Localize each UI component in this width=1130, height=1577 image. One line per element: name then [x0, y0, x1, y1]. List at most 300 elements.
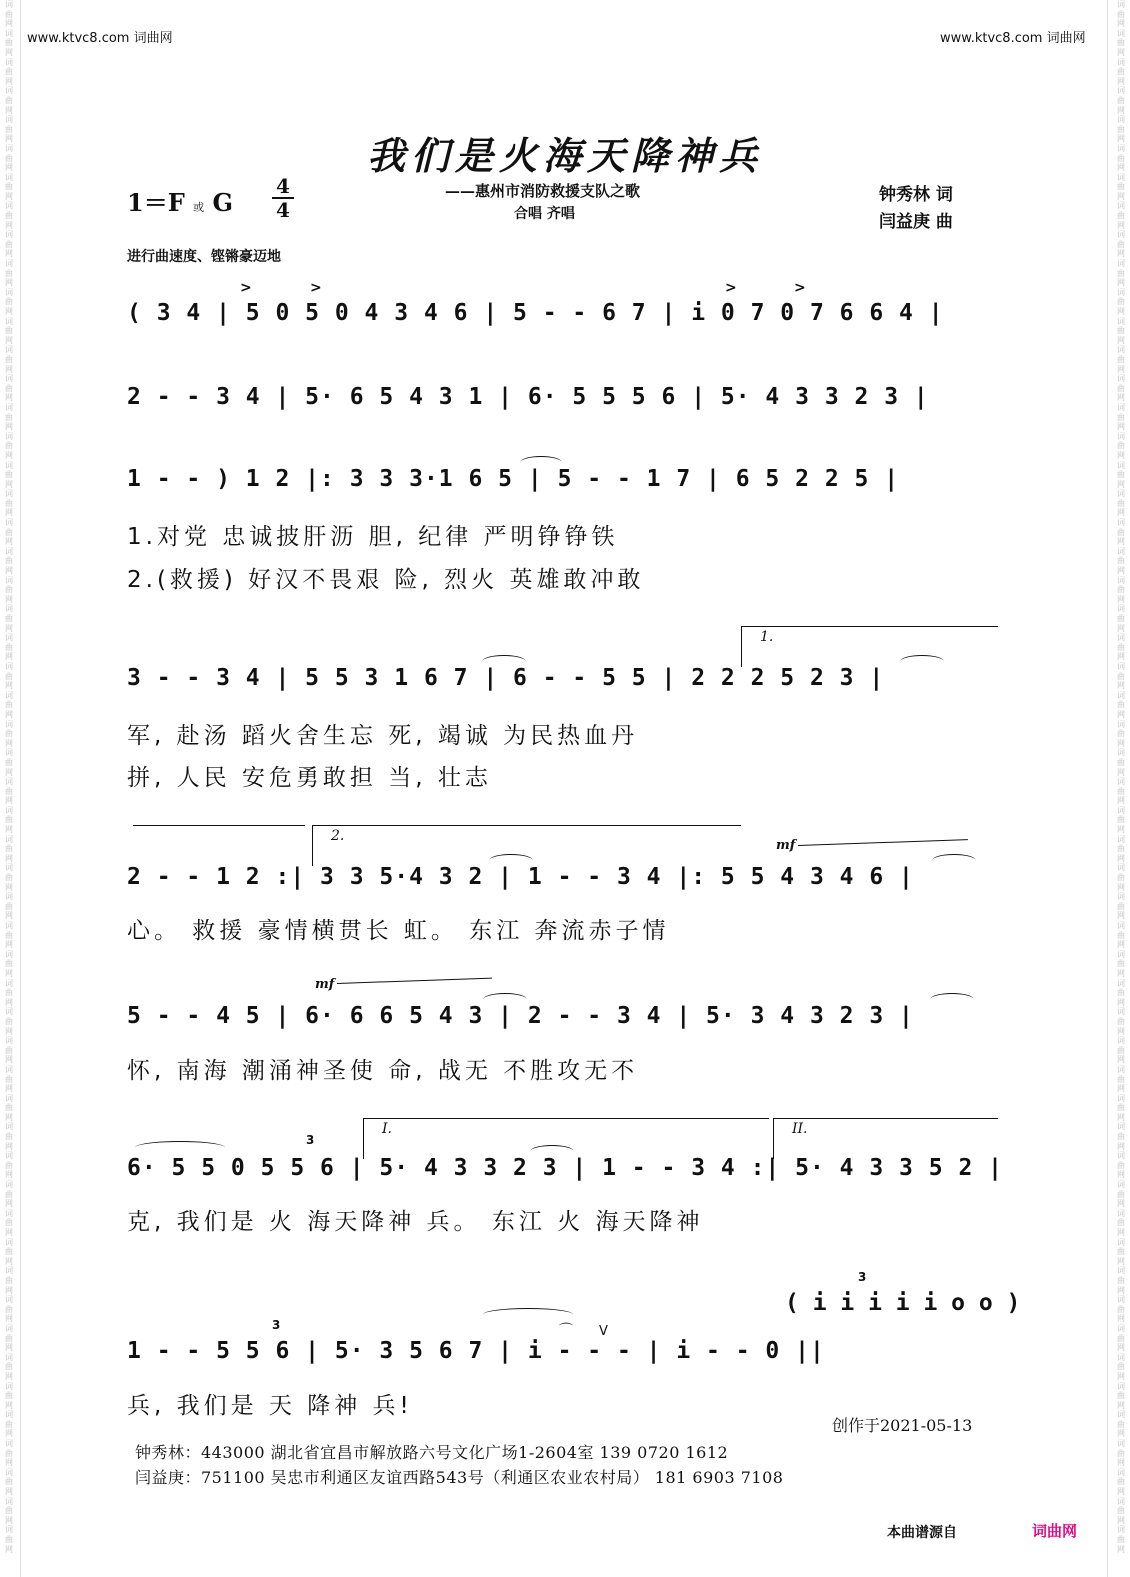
watermark-char: 曲	[5, 95, 13, 105]
watermark-char: 词	[1117, 1410, 1125, 1420]
score-row-7	[127, 1133, 1003, 1195]
watermark-char: 词	[5, 402, 13, 412]
watermark-char: 网	[1117, 1228, 1125, 1237]
watermark-char: 网	[5, 1458, 13, 1468]
watermark-char: 词	[1117, 1007, 1125, 1017]
watermark-char: 曲	[5, 124, 13, 134]
watermark-char: 曲	[1117, 1132, 1125, 1142]
watermark-char: 词	[5, 1064, 13, 1074]
watermark-char: 词	[5, 1208, 13, 1218]
watermark-char: 曲	[1117, 901, 1125, 911]
lyrics-verse-1: 心。 救援 豪情横贯长 虹。 东江 奔流赤子情	[127, 918, 670, 944]
score-row-4	[127, 665, 1002, 705]
watermark-char: 曲	[1117, 729, 1125, 739]
watermark-char: 词	[1117, 431, 1125, 441]
watermark-char: 网	[5, 1084, 13, 1094]
watermark-char: 词	[1117, 518, 1125, 528]
watermark-char: 网	[5, 968, 13, 978]
triplet-mark: 3	[858, 1270, 867, 1284]
watermark-char: 词	[5, 1525, 13, 1535]
watermark-char: 词	[1117, 892, 1125, 902]
watermark-char: 网	[5, 364, 13, 374]
volta-second-ending	[773, 1118, 998, 1159]
watermark-char: 网	[1117, 1170, 1125, 1180]
score-row-5	[127, 864, 1002, 904]
creation-date: 创作于2021-05-13	[832, 1416, 973, 1435]
watermark-char: 网	[5, 278, 13, 288]
watermark-char: 网	[5, 1228, 13, 1237]
watermark-char: 词	[1117, 748, 1125, 758]
breath-mark: V	[599, 1324, 608, 1339]
watermark-char: 词	[1117, 1381, 1125, 1391]
watermark-char: 词	[1117, 834, 1125, 844]
watermark-char: 曲	[5, 1275, 13, 1285]
watermark-char: 曲	[5, 988, 13, 998]
watermark-char: 词	[5, 921, 13, 930]
watermark-char: 词	[1117, 201, 1125, 211]
watermark-char: 词	[5, 978, 13, 988]
watermark-char: 曲	[1117, 700, 1125, 710]
watermark-char: 网	[1117, 163, 1125, 173]
watermark-char: 曲	[1117, 1477, 1125, 1487]
slur	[530, 1145, 574, 1158]
watermark-char: 词	[5, 518, 13, 528]
notes: 2 - - 3 4 | 5· 6 5 4 3 1 | 6· 5 5 5 6 | 5· 4 3 3 2 3 |	[127, 384, 929, 410]
watermark-char: 网	[1117, 1429, 1125, 1439]
watermark-char: 网	[5, 76, 13, 86]
watermark-char: 词	[1117, 259, 1125, 269]
watermark-char: 网	[1117, 364, 1125, 374]
watermark-char: 词	[1117, 0, 1125, 9]
watermark-char: 词	[1117, 316, 1125, 326]
watermark-char: 网	[1117, 1343, 1125, 1353]
watermark-char: 网	[1117, 1515, 1125, 1525]
site-url-right: www.ktvc8.com 词曲网	[940, 31, 1086, 46]
watermark-char: 词	[5, 1439, 13, 1449]
watermark-char: 网	[5, 47, 13, 57]
time-bottom: 4	[276, 198, 290, 222]
watermark-char: 网	[5, 335, 13, 345]
watermark-char: 曲	[1117, 441, 1125, 451]
watermark-char: 网	[5, 1371, 13, 1381]
watermark-char: 曲	[5, 1419, 13, 1429]
watermark-char: 曲	[5, 671, 13, 681]
watermark-char: 网	[1117, 537, 1125, 547]
watermark-char: 曲	[1117, 527, 1125, 537]
watermark-char: 网	[5, 767, 13, 777]
watermark-char: 网	[5, 1285, 13, 1295]
song-subtitle: ——惠州市消防救援支队之歌	[445, 182, 641, 200]
lyrics-verse-2: 拼, 人民 安危勇敢担 当, 壮志	[127, 765, 492, 791]
watermark-char: 词	[5, 431, 13, 441]
watermark-char: 词	[1117, 1064, 1125, 1074]
watermark-char: 词	[1117, 1439, 1125, 1449]
watermark-char: 词	[5, 316, 13, 326]
crescendo-line	[798, 839, 968, 846]
watermark-char: 网	[1117, 1141, 1125, 1151]
watermark-char: 网	[1117, 1055, 1125, 1065]
watermark-char: 词	[1117, 661, 1125, 671]
watermark-char: 网	[5, 623, 13, 633]
watermark-char: 词	[1117, 1208, 1125, 1218]
watermark-char: 曲	[1117, 930, 1125, 940]
watermark-char: 曲	[1117, 67, 1125, 77]
watermark-char: 网	[1117, 105, 1125, 115]
watermark-char: 网	[1117, 594, 1125, 604]
watermark-char: 词	[5, 287, 13, 297]
watermark-char: 曲	[1117, 1419, 1125, 1429]
watermark-char: 网	[1117, 940, 1125, 950]
watermark-char: 词	[1117, 230, 1125, 240]
upper-notes: ( i i i i i o o )	[785, 1290, 1021, 1316]
watermark-char: 词	[5, 143, 13, 153]
watermark-char: 曲	[1117, 211, 1125, 221]
key-alt: G	[212, 188, 233, 217]
slur	[520, 456, 562, 469]
watermark-char: 曲	[1117, 1218, 1125, 1228]
watermark-char: 词	[1117, 115, 1125, 125]
watermark-char: 曲	[5, 729, 13, 739]
notes: 1 - - 5 5 6 | 5· 3 5 6 7 | i - - - | i - - 0 ||	[127, 1338, 825, 1364]
watermark-char: 曲	[5, 383, 13, 393]
watermark-char: 曲	[1117, 1160, 1125, 1170]
watermark-char: 网	[1117, 307, 1125, 316]
watermark-char: 曲	[5, 1391, 13, 1401]
key-signature	[127, 183, 233, 218]
right-margin-line	[1107, 0, 1108, 1577]
watermark-char: 词	[5, 1036, 13, 1046]
watermark-char: 词	[1117, 1237, 1125, 1247]
watermark-char: 曲	[1117, 1448, 1125, 1458]
accent-mark: >	[240, 280, 252, 296]
triplet-mark: 3	[272, 1318, 281, 1332]
watermark-char: 曲	[1117, 268, 1125, 278]
score-row-8	[127, 1318, 1002, 1378]
watermark-char: 词	[5, 863, 13, 873]
watermark-char: 曲	[5, 1132, 13, 1142]
watermark-char: 网	[1117, 220, 1125, 230]
watermark-char: 词	[5, 460, 13, 470]
watermark-char: 曲	[5, 182, 13, 192]
watermark-char: 曲	[1117, 297, 1125, 307]
time-top: 4	[276, 174, 290, 198]
watermark-char: 词	[5, 1151, 13, 1161]
watermark-char: 曲	[1117, 1275, 1125, 1285]
watermark-char: 曲	[5, 38, 13, 48]
watermark-char: 网	[1117, 1400, 1125, 1410]
volta-1-continuation	[133, 825, 305, 830]
watermark-char: 曲	[1117, 1333, 1125, 1343]
song-title: 我们是火海天降神兵	[366, 133, 763, 178]
watermark-char: 网	[1117, 853, 1125, 863]
watermark-char: 曲	[5, 297, 13, 307]
watermark-char: 曲	[5, 268, 13, 278]
watermark-char: 词	[1117, 172, 1125, 182]
watermark-char: 网	[1117, 1487, 1125, 1497]
watermark-char: 词	[1117, 719, 1125, 729]
watermark-char: 网	[5, 997, 13, 1007]
watermark-char: 网	[5, 738, 13, 748]
watermark-char: 曲	[1117, 1304, 1125, 1314]
watermark-char: 曲	[1117, 1535, 1125, 1544]
watermark-char: 网	[5, 220, 13, 230]
score-row-1	[127, 280, 1002, 340]
watermark-char: 网	[5, 1400, 13, 1410]
watermark-char: 网	[1117, 738, 1125, 748]
watermark-char: 网	[5, 1544, 13, 1554]
notes: 3 - - 3 4 | 5 5 3 1 6 7 | 6 - - 5 5 | 2 2 2 5 2 3 |	[127, 665, 885, 691]
watermark-char: 词	[5, 834, 13, 844]
watermark-char: 词	[5, 1323, 13, 1333]
watermark-char: 网	[1117, 479, 1125, 489]
watermark-char: 网	[5, 1515, 13, 1525]
watermark-char: 词	[5, 1295, 13, 1305]
watermark-char: 词	[1117, 143, 1125, 153]
volta-label: 2.	[331, 828, 345, 844]
watermark-char: 曲	[5, 585, 13, 595]
watermark-char: 网	[1117, 422, 1125, 432]
watermark-char: 网	[1117, 393, 1125, 403]
watermark-char: 网	[1117, 191, 1125, 201]
watermark-char: 网	[5, 249, 13, 259]
watermark-char: 网	[5, 681, 13, 691]
watermark-char: 网	[5, 1055, 13, 1065]
watermark-char: 网	[1117, 1285, 1125, 1295]
watermark-char: 曲	[1117, 9, 1125, 19]
slur	[483, 993, 527, 1006]
watermark-char: 网	[5, 1112, 13, 1122]
watermark-char: 词	[1117, 633, 1125, 643]
volta-label: II.	[792, 1121, 808, 1137]
watermark-char: 网	[5, 709, 13, 719]
watermark-char: 曲	[1117, 383, 1125, 393]
watermark-char: 网	[5, 1429, 13, 1439]
watermark-char: 词	[5, 489, 13, 499]
watermark-char: 词	[1117, 86, 1125, 96]
watermark-char: 网	[5, 191, 13, 201]
watermark-char: 网	[1117, 1199, 1125, 1209]
watermark-char: 曲	[1117, 1391, 1125, 1401]
watermark-char: 曲	[1117, 614, 1125, 623]
accent-mark: >	[725, 280, 737, 296]
watermark-char: 曲	[1117, 498, 1125, 508]
slur	[932, 854, 976, 867]
watermark-char: 网	[5, 1170, 13, 1180]
watermark-char: 词	[5, 1237, 13, 1247]
watermark-char: 词	[1117, 1266, 1125, 1276]
watermark-char: 网	[1117, 249, 1125, 259]
watermark-char: 网	[1117, 508, 1125, 518]
score-row-2	[127, 384, 1002, 424]
watermark-char: 词	[1117, 921, 1125, 930]
lyrics-verse-2: 2.(救援) 好汉不畏艰 险, 烈火 英雄敢冲敢	[127, 567, 645, 593]
watermark-char: 词	[1117, 28, 1125, 38]
watermark-char: 曲	[1117, 1045, 1125, 1055]
watermark-char: 词	[1117, 1151, 1125, 1161]
watermark-char: 网	[5, 1256, 13, 1266]
watermark-char: 曲	[1117, 326, 1125, 336]
watermark-char: 词	[5, 28, 13, 38]
key-or: 或	[193, 201, 205, 214]
watermark-char: 曲	[1117, 556, 1125, 566]
watermark-char: 词	[5, 604, 13, 614]
watermark-char: 网	[1117, 450, 1125, 460]
right-watermark-strip	[1114, 0, 1128, 1577]
watermark-char: 曲	[1117, 354, 1125, 364]
watermark-char: 网	[1117, 825, 1125, 835]
watermark-char: 曲	[1117, 153, 1125, 163]
watermark-char: 网	[1117, 1026, 1125, 1036]
watermark-char: 词	[5, 949, 13, 959]
watermark-char: 网	[5, 1487, 13, 1497]
watermark-char: 曲	[5, 786, 13, 796]
watermark-char: 词	[5, 1467, 13, 1477]
dynamic-mark: mf	[776, 838, 796, 853]
watermark-char: 词	[1117, 1122, 1125, 1132]
watermark-char: 曲	[1117, 1247, 1125, 1257]
watermark-char: 曲	[5, 67, 13, 77]
lyricist-credit: 钟秀林 词	[879, 185, 953, 205]
watermark-char: 网	[1117, 681, 1125, 691]
watermark-char: 网	[1117, 278, 1125, 288]
watermark-char: 曲	[5, 873, 13, 883]
watermark-char: 曲	[5, 901, 13, 911]
watermark-char: 曲	[1117, 959, 1125, 969]
volta-1	[741, 626, 998, 667]
watermark-char: 词	[1117, 1352, 1125, 1362]
watermark-char: 词	[1117, 978, 1125, 988]
watermark-char: 曲	[5, 1333, 13, 1343]
watermark-char: 曲	[5, 844, 13, 854]
watermark-char: 网	[1117, 911, 1125, 921]
watermark-char: 网	[1117, 997, 1125, 1007]
watermark-char: 词	[1117, 777, 1125, 787]
watermark-char: 词	[5, 1180, 13, 1190]
watermark-char: 词	[1117, 1180, 1125, 1190]
watermark-char: 曲	[1117, 671, 1125, 681]
watermark-char: 曲	[5, 239, 13, 249]
watermark-char: 曲	[1117, 239, 1125, 249]
watermark-char: 词	[5, 1381, 13, 1391]
watermark-char: 曲	[5, 470, 13, 480]
watermark-char: 词	[1117, 1323, 1125, 1333]
watermark-char: 曲	[1117, 642, 1125, 652]
watermark-char: 曲	[5, 9, 13, 19]
watermark-char: 曲	[1117, 873, 1125, 883]
watermark-char: 词	[1117, 374, 1125, 384]
watermark-char: 曲	[5, 1189, 13, 1199]
watermark-char: 词	[5, 805, 13, 815]
watermark-char: 曲	[5, 441, 13, 451]
watermark-char: 网	[1117, 652, 1125, 662]
watermark-char: 曲	[5, 614, 13, 623]
watermark-char: 曲	[5, 930, 13, 940]
time-signature	[272, 176, 294, 220]
watermark-char: 词	[5, 345, 13, 355]
slur	[489, 854, 533, 867]
watermark-char: 词	[1117, 1525, 1125, 1535]
composer-credit: 闫益庚 曲	[879, 212, 953, 232]
watermark-char: 网	[1117, 1544, 1125, 1554]
watermark-char: 词	[1117, 489, 1125, 499]
watermark-char: 曲	[5, 326, 13, 336]
watermark-char: 网	[1117, 1371, 1125, 1381]
watermark-char: 网	[1117, 47, 1125, 57]
watermark-char: 曲	[5, 556, 13, 566]
watermark-char: 网	[5, 566, 13, 576]
brand-logo-text[interactable]: 词曲网	[1032, 1522, 1078, 1540]
notes: 2 - - 1 2 :| 3 3 5·4 3 2 | 1 - - 3 4 |: 5 5 4 3 4 6 |	[127, 864, 914, 890]
watermark-char: 曲	[1117, 757, 1125, 767]
watermark-char: 曲	[1117, 38, 1125, 48]
watermark-char: 词	[5, 230, 13, 240]
watermark-char: 词	[5, 1093, 13, 1103]
watermark-char: 网	[5, 537, 13, 547]
watermark-char: 网	[1117, 1314, 1125, 1324]
watermark-char: 词	[5, 86, 13, 96]
lyrics-verse-1: 兵, 我们是 天 降神 兵!	[127, 1393, 413, 1419]
watermark-char: 曲	[1117, 1506, 1125, 1516]
watermark-char: 词	[5, 1410, 13, 1420]
watermark-char: 网	[1117, 796, 1125, 806]
composer-contact: 闫益庚：751100 吴忠市利通区友谊西路543号（利通区农业农村局） 181 6903 7108	[135, 1468, 784, 1487]
watermark-char: 词	[1117, 345, 1125, 355]
watermark-char: 曲	[5, 1218, 13, 1228]
watermark-char: 曲	[5, 1160, 13, 1170]
volta-label: I.	[382, 1121, 392, 1137]
watermark-char: 词	[1117, 402, 1125, 412]
left-watermark-strip	[2, 0, 16, 1577]
watermark-char: 曲	[5, 211, 13, 221]
watermark-char: 曲	[5, 757, 13, 767]
watermark-char: 曲	[1117, 988, 1125, 998]
watermark-char: 曲	[5, 412, 13, 422]
watermark-char: 曲	[1117, 844, 1125, 854]
watermark-char: 网	[1117, 882, 1125, 892]
watermark-char: 词	[5, 690, 13, 700]
watermark-char: 网	[5, 1199, 13, 1209]
watermark-char: 曲	[5, 642, 13, 652]
watermark-char: 词	[1117, 546, 1125, 556]
watermark-char: 曲	[5, 700, 13, 710]
watermark-char: 网	[5, 450, 13, 460]
watermark-char: 网	[5, 940, 13, 950]
slur	[482, 655, 526, 668]
watermark-char: 曲	[5, 1074, 13, 1084]
lyrics-verse-1: 怀, 南海 潮涌神圣使 命, 战无 不胜攻无不	[127, 1058, 639, 1084]
notes: 5 - - 4 5 | 6· 6 6 5 4 3 | 2 - - 3 4 | 5· 3 4 3 2 3 |	[127, 1003, 914, 1029]
watermark-char: 词	[1117, 949, 1125, 959]
watermark-char: 曲	[5, 498, 13, 508]
watermark-char: 曲	[5, 1362, 13, 1372]
watermark-char: 网	[1117, 1458, 1125, 1468]
watermark-char: 词	[1117, 575, 1125, 585]
watermark-char: 曲	[1117, 1103, 1125, 1113]
watermark-char: 曲	[1117, 182, 1125, 192]
watermark-char: 词	[5, 1496, 13, 1506]
watermark-char: 曲	[1117, 1074, 1125, 1084]
notes: 1 - - ) 1 2 |: 3 3 3·1 6 5 | 5 - - 1 7 | 6 5 2 2 5 |	[127, 466, 900, 492]
watermark-char: 网	[1117, 1256, 1125, 1266]
site-url-left: www.ktvc8.com 词曲网	[27, 31, 173, 46]
watermark-char: 词	[5, 892, 13, 902]
watermark-char: 网	[5, 393, 13, 403]
watermark-char: 曲	[1117, 95, 1125, 105]
slur	[135, 1141, 225, 1154]
watermark-char: 词	[1117, 287, 1125, 297]
watermark-char: 词	[5, 1122, 13, 1132]
watermark-char: 网	[5, 652, 13, 662]
